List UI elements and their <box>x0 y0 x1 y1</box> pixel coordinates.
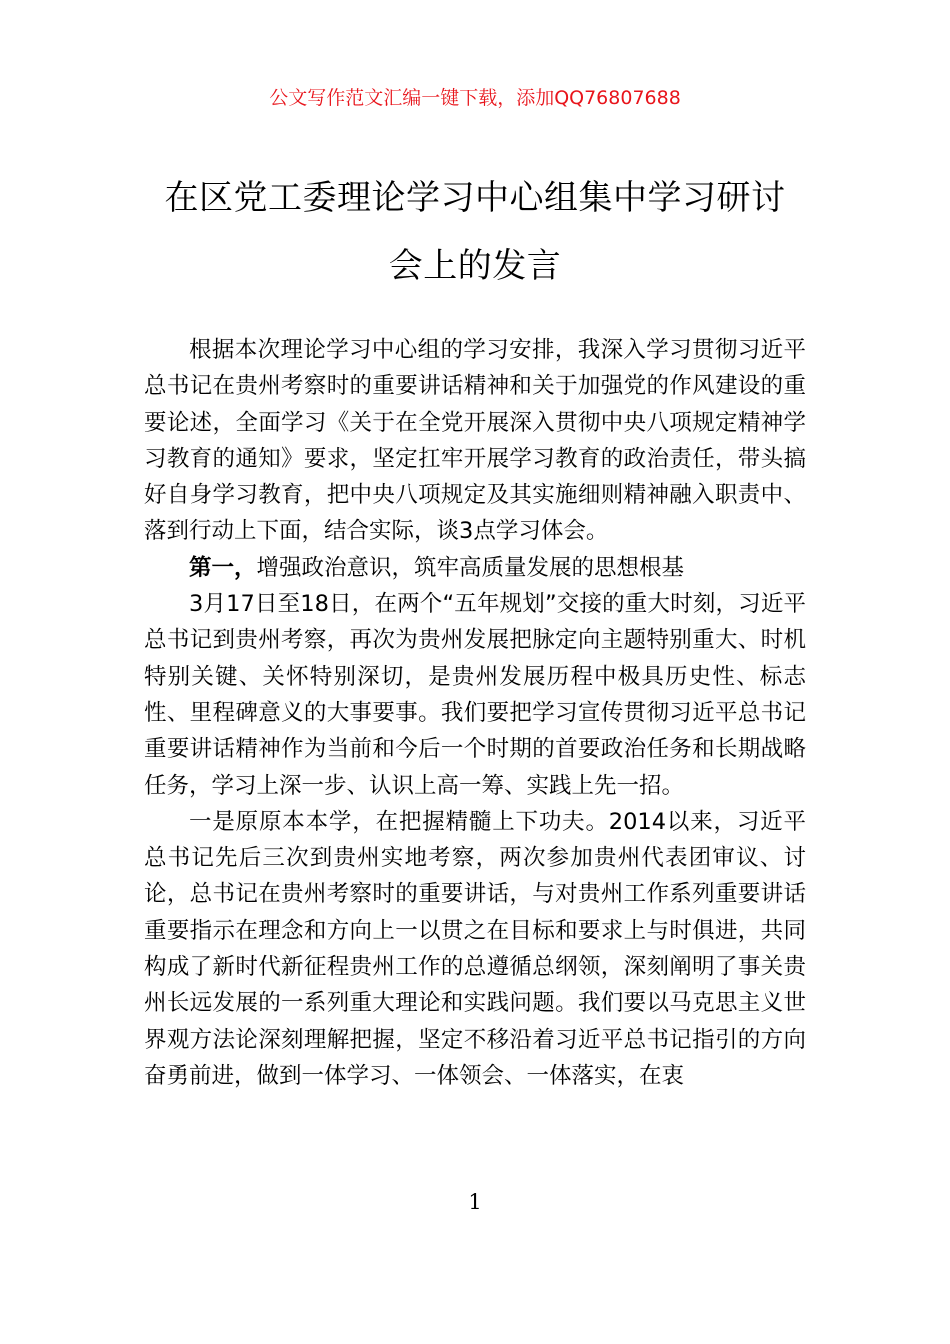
body-paragraph: 一是原原本本学，在把握精髓上下功夫。2014以来，习近平总书记先后三次到贵州实地考察，两次参加贵州代表团审议、讨论，总书记在贵州考察时的重要讲话，与对贵州工作系列重要讲话重要指示在理念和方向上一以贯之在目标和要求上与时俱进，共同构成了新时代新征程贵州工作的总遵循总纲领，深刻阐明了事关贵州长远发展的一系列重大理论和实践问题。我们要以马克思主义世界观方法论深刻理解把握，坚定不移沿着习近平总书记指引的方向奋勇前进，做到一体学习、一体领会、一体落实，在衷 <box>144 808 806 1089</box>
document-title-line-1: 在区党工委理论学习中心组集中学习研讨 <box>164 178 786 218</box>
section-heading-text: 增强政治意识，筑牢高质量发展的思想根基 <box>256 554 685 581</box>
document-body <box>144 332 806 1094</box>
intro-paragraph: 根据本次理论学习中心组的学习安排，我深入学习贯彻习近平总书记在贵州考察时的重要讲话精神和关于加强党的作风建设的重要论述，全面学习《关于在全党开展深入贯彻中央八项规定精神学习教育的通知》要求，坚定扛牢开展学习教育的政治责任，带头搞好自身学习教育，把中央八项规定及其实施细则精神融入职责中、落到行动上下面，结合实际，谈3点学习体会。 <box>144 337 806 545</box>
section-heading <box>144 550 806 586</box>
document-title-line-2: 会上的发言 <box>388 246 562 286</box>
section-heading-lead: 第一， <box>189 554 257 581</box>
download-notice: 公文写作范文汇编一键下载，添加QQ76807688 <box>269 87 681 109</box>
body-paragraph: 3月17日至18日，在两个“五年规划”交接的重大时刻，习近平总书记到贵州考察，再次为贵州发展把脉定向主题特别重大、时机特别关键、关怀特别深切，是贵州发展历程中极具历史性、标志性、里程碑意义的大事要事。我们要把学习宣传贯彻习近平总书记重要讲话精神作为当前和今后一个时期的首要政治任务和长期战略任务，学习上深一步、认识上高一筹、实践上先一招。 <box>144 591 806 799</box>
page-number: 1 <box>468 1190 482 1214</box>
